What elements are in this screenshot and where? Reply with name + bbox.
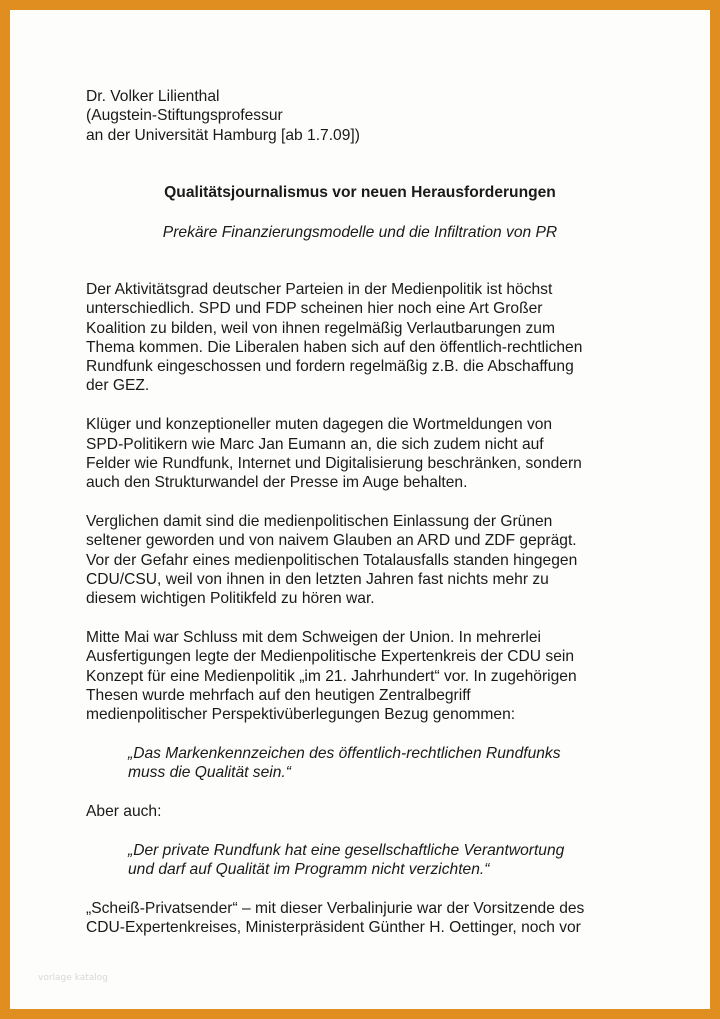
paragraph-4 xyxy=(86,628,646,724)
paragraph-line: CDU/CSU, weil von ihnen in den letzten Jahren fast nichts mehr zu xyxy=(86,570,549,588)
aber-auch-line xyxy=(86,802,646,821)
paragraph-2 xyxy=(86,415,646,492)
paragraph-line: Ausfertigungen legte der Medienpolitische Expertenkreis der CDU sein xyxy=(86,648,574,666)
author-institution: an der Universität Hamburg [ab 1.7.09]) xyxy=(86,126,360,144)
quote-line: muss die Qualität sein.“ xyxy=(128,764,291,782)
paragraph-line: der GEZ. xyxy=(86,377,150,395)
author-block xyxy=(86,87,360,145)
paragraph-1 xyxy=(86,280,646,396)
document-title: Qualitätsjournalismus vor neuen Herausforderungen xyxy=(164,184,556,201)
paragraph-line: unterschiedlich. SPD und FDP scheinen hier noch eine Art Großer xyxy=(86,300,543,318)
paragraph-line: Felder wie Rundfunk, Internet und Digitalisierung beschränken, sondern xyxy=(86,454,582,472)
quote-line: und darf auf Qualität im Programm nicht verzichten.“ xyxy=(128,861,490,879)
paragraph-line: Thema kommen. Die Liberalen haben sich auf den öffentlich-rechtlichen xyxy=(86,338,583,356)
paragraph-line: diesem wichtigen Politikfeld zu hören war. xyxy=(86,590,375,608)
paragraph-line: Koalition zu bilden, weil von ihnen regelmäßig Verlautbarungen zum xyxy=(86,319,555,337)
paragraph-line: Verglichen damit sind die medienpolitischen Einlassung der Grünen xyxy=(86,512,553,530)
paragraph-line: Vor der Gefahr eines medienpolitischen Totalausfalls standen hingegen xyxy=(86,551,578,569)
paragraph-line: Mitte Mai war Schluss mit dem Schweigen der Union. In mehrerlei xyxy=(86,628,541,646)
watermark-text: vorlage katalog xyxy=(38,973,108,983)
paragraph-line: Der Aktivitätsgrad deutscher Parteien in der Medienpolitik ist höchst xyxy=(86,281,553,298)
paragraph-line: CDU-Expertenkreises, Ministerpräsident Günther H. Oettinger, noch vor xyxy=(86,919,581,937)
paragraph-line: Rundfunk eingeschossen und fordern regelmäßig z.B. die Abschaffung xyxy=(86,358,574,376)
document-page xyxy=(10,10,710,1009)
paragraph-line: „Scheiß-Privatsender“ – mit dieser Verbalinjurie war der Vorsitzende des xyxy=(86,899,585,917)
paragraph-line: SPD-Politikern wie Marc Jan Eumann an, die sich zudem nicht auf xyxy=(86,435,544,453)
document-body xyxy=(86,280,646,957)
paragraph-line: Klüger und konzeptioneller muten dagegen die Wortmeldungen von xyxy=(86,416,553,434)
paragraph-line: seltener geworden und von naivem Glauben an ARD und ZDF geprägt. xyxy=(86,532,577,550)
document-subtitle: Prekäre Finanzierungsmodelle und die Infiltration von PR xyxy=(162,224,558,241)
paragraph-3 xyxy=(86,512,646,608)
quote-line: „Der private Rundfunk hat eine gesellschaftliche Verantwortung xyxy=(128,841,565,859)
block-quote-2 xyxy=(128,841,646,880)
paragraph-line: Konzept für eine Medienpolitik „im 21. Jahrhundert“ vor. In zugehörigen xyxy=(86,667,577,685)
paragraph-line: auch den Strukturwandel der Presse im Auge behalten. xyxy=(86,474,468,492)
block-quote-1 xyxy=(128,744,646,783)
author-name: Dr. Volker Lilienthal xyxy=(86,88,220,105)
author-position: (Augstein-Stiftungsprofessur xyxy=(86,107,283,125)
paragraph-final xyxy=(86,899,646,938)
paragraph-line: Thesen wurde mehrfach auf den heutigen Zentralbegriff xyxy=(86,686,471,704)
paragraph-line: medienpolitischer Perspektivüberlegungen Bezug genommen: xyxy=(86,706,516,724)
quote-line: „Das Markenkennzeichen des öffentlich-rechtlichen Rundfunks xyxy=(128,744,561,762)
paragraph-line: Aber auch: xyxy=(86,803,162,821)
